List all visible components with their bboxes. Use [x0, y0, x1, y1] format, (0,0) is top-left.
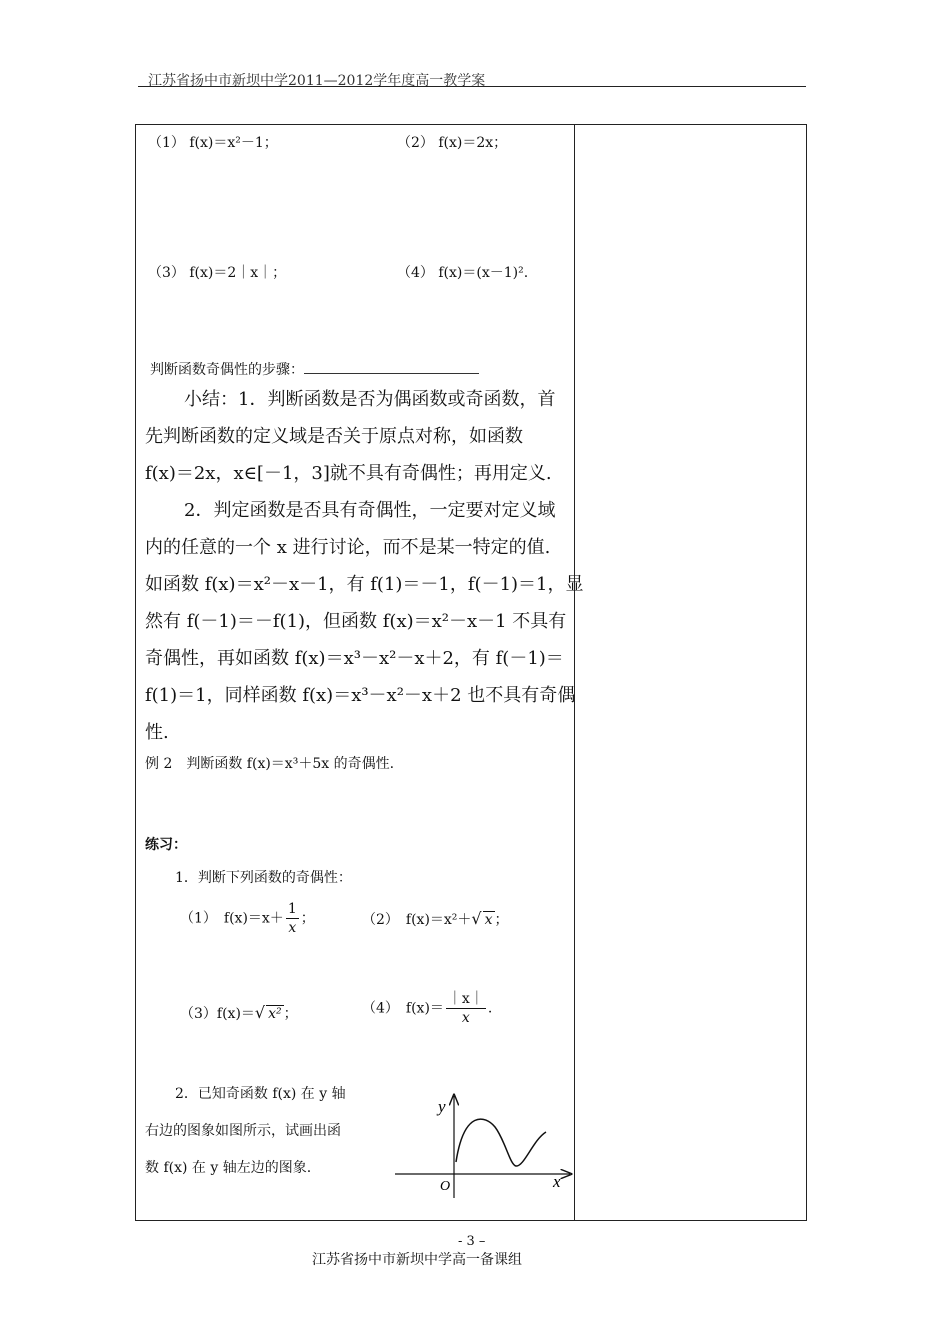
summary-line-2: 先判断函数的定义域是否关于原点对称，如函数	[145, 426, 523, 447]
fraction-numerator: ｜x｜	[447, 991, 484, 1007]
practice-question-2-line-1: 2．已知奇函数 f(x) 在 y 轴	[175, 1086, 346, 1102]
example-2: 例 2 判断函数 f(x)＝x³＋5x 的奇偶性.	[145, 756, 395, 772]
x-axis-label: x	[553, 1172, 561, 1191]
fraction-one-over-x	[286, 900, 299, 937]
practice-question-2-line-2: 右边的图象如图所示，试画出函	[145, 1123, 341, 1139]
practice-expr-4	[362, 990, 492, 1027]
problem-2: （2） f(x)＝2x；	[397, 135, 508, 151]
right-half-curve	[456, 1119, 546, 1166]
summary-line-4: 2．判定函数是否具有奇偶性，一定要对定义域	[184, 500, 556, 521]
expr-1-suffix: ；	[300, 910, 315, 927]
expr-4-prefix: （4） f(x)＝	[362, 1000, 444, 1017]
practice-question-1: 1．判断下列函数的奇偶性：	[175, 870, 352, 886]
summary-line-9: f(1)＝1，同样函数 f(x)＝x³－x²－x＋2 也不具有奇偶	[145, 685, 576, 706]
fraction-denominator: x	[288, 920, 297, 936]
problem-3: （3） f(x)＝2｜x｜；	[148, 265, 287, 281]
page-header-title: 江苏省扬中市新坝中学2011—2012学年度高一教学案	[148, 73, 486, 89]
sqrt-radicand: x	[484, 912, 493, 928]
footer-organization: 江苏省扬中市新坝中学高一备课组	[312, 1252, 522, 1268]
fraction-abs-x-over-x	[446, 990, 486, 1027]
odd-function-graph	[390, 1090, 575, 1200]
practice-question-2-line-3: 数 f(x) 在 y 轴左边的图象.	[145, 1160, 312, 1176]
expr-3-suffix: ；	[283, 1006, 298, 1022]
practice-expr-3	[180, 1003, 298, 1023]
expr-3-prefix: （3）f(x)＝	[180, 1006, 255, 1022]
problem-1: （1） f(x)＝x²－1；	[148, 135, 278, 151]
expr-2-suffix: ；	[494, 912, 509, 928]
sqrt-sign-icon: √	[254, 1003, 266, 1022]
practice-expr-1	[180, 900, 315, 937]
expr-1-prefix: （1） f(x)＝x＋	[180, 910, 284, 927]
expr-2-prefix: （2） f(x)＝x²＋	[362, 912, 472, 928]
steps-line	[150, 359, 479, 379]
steps-label: 判断函数奇偶性的步骤：	[150, 362, 304, 378]
summary-line-3: f(x)＝2x，x∈[－1，3]就不具有奇偶性；再用定义.	[145, 463, 552, 484]
problem-4: （4） f(x)＝(x－1)².	[397, 265, 529, 281]
table-column-divider	[574, 124, 575, 1220]
page-number: - 3 –	[458, 1234, 486, 1249]
summary-line-1: 小结：1．判断函数是否为偶函数或奇函数，首	[184, 389, 556, 410]
summary-line-5: 内的任意的一个 x 进行讨论，而不是某一特定的值.	[145, 537, 551, 558]
expr-4-suffix: .	[487, 1000, 493, 1017]
fraction-denominator: x	[461, 1010, 470, 1026]
origin-label: O	[440, 1179, 451, 1194]
summary-line-10: 性.	[145, 722, 169, 743]
summary-line-8: 奇偶性，再如函数 f(x)＝x³－x²－x＋2，有 f(－1)＝	[145, 648, 564, 669]
header-rule	[138, 86, 806, 87]
summary-line-7: 然有 f(－1)＝－f(1)，但函数 f(x)＝x²－x－1 不具有	[145, 611, 567, 632]
practice-expr-2	[362, 909, 509, 929]
sqrt-radicand: x²	[268, 1006, 282, 1022]
steps-answer-blank	[304, 359, 479, 374]
summary-line-6: 如函数 f(x)＝x²－x－1，有 f(1)＝－1，f(－1)＝1，显	[145, 574, 584, 595]
sqrt-sign-icon: √	[471, 909, 482, 928]
y-axis-label: y	[438, 1097, 446, 1116]
lesson-table	[135, 124, 807, 1221]
practice-title: 练习：	[145, 837, 187, 853]
fraction-numerator: 1	[287, 901, 297, 917]
